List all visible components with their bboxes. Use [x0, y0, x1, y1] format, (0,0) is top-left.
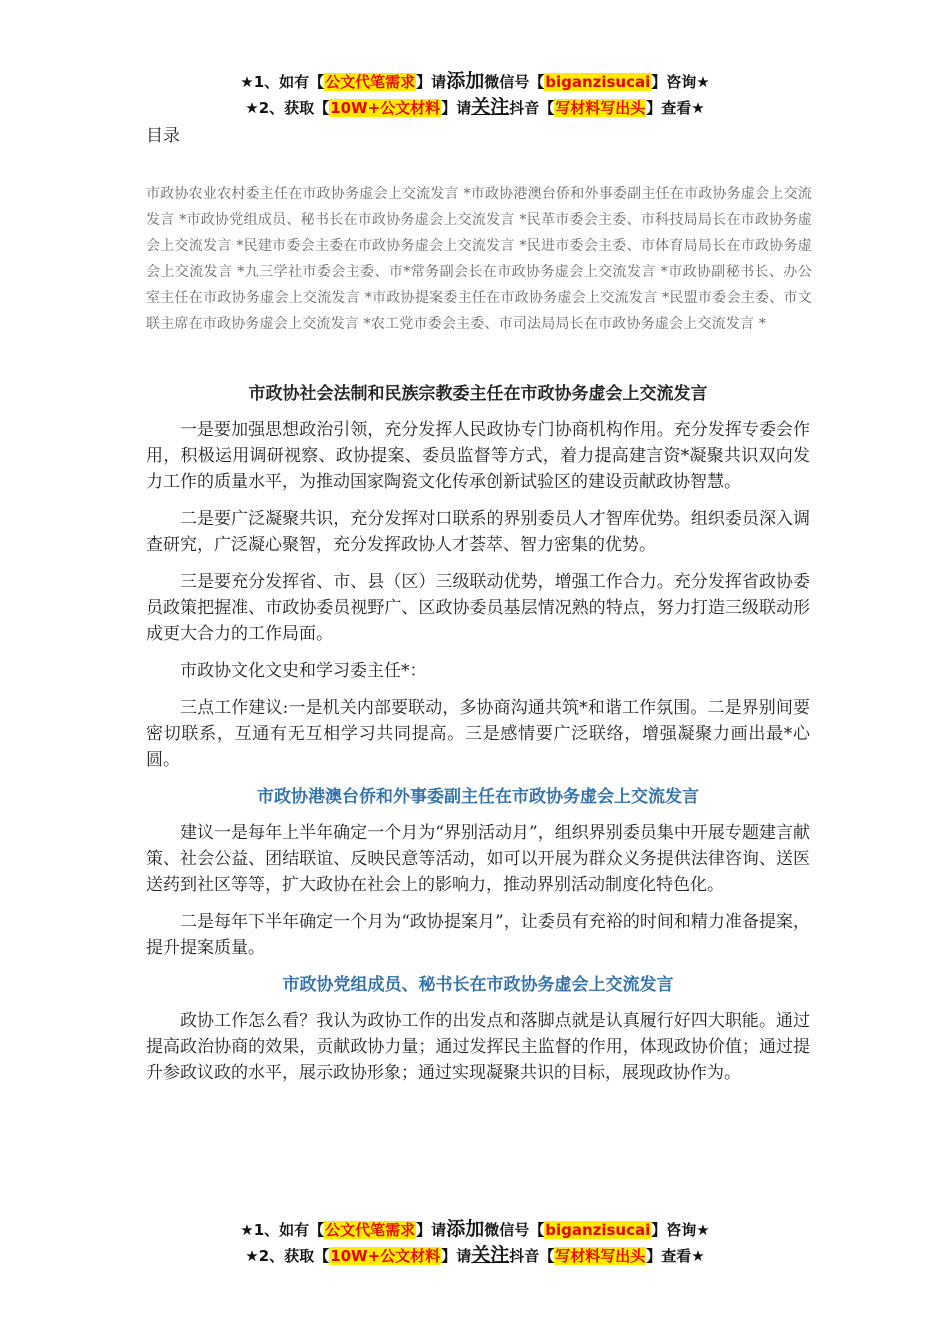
paragraph: 二是每年下半年确定一个月为“政协提案月”，让委员有充裕的时间和精力准备提案，提升提案质量。 [146, 912, 810, 958]
banner-line-2: ★2、获取【10W+公文材料】请关注抖音【写材料写出头】查看★ [245, 1244, 705, 1266]
section-heading: 市政协党组成员、秘书长在市政协务虚会上交流发言 [282, 975, 674, 995]
highlight-materials: 10W+公文材料 [330, 99, 441, 117]
highlight-wechat-id: biganzisucai [545, 1221, 651, 1239]
highlight-ghostwriting: 公文代笔需求 [325, 73, 416, 91]
section-heading: 市政协社会法制和民族宗教委主任在市政协务虚会上交流发言 [248, 384, 708, 404]
highlight-ghostwriting: 公文代笔需求 [325, 1221, 416, 1239]
highlight-materials: 10W+公文材料 [330, 1247, 441, 1265]
paragraph: 三是要充分发挥省、市、县（区）三级联动优势，增强工作合力。充分发挥省政协委员政策把握准、市政协委员视野广、区政协委员基层情况熟的特点，努力打造三级联动形成更大合力的工作局面。 [146, 572, 810, 644]
bottom-banner [0, 1216, 950, 1268]
section-heading: 市政协港澳台侨和外事委副主任在市政协务虚会上交流发言 [257, 787, 699, 807]
main-content [146, 381, 810, 1097]
toc-list: 市政协农业农村委主任在市政协务虚会上交流发言 *市政协港澳台侨和外事委副主任在市政协务虚会上交流发言 *市政协党组成员、秘书长在市政协务虚会上交流发言 *民革市委会主委、市科技局局长在市政协务虚会上交流发言 *民建市委会主委在市政协务虚会上交流发言 *民进市委会主委、市体育局局长在市政协务虚会上交流发言 *九三学社市委会主委、市*常务副会长在市政协务虚会上交流发言 *市政协副秘书长、办公室主任在市政协务虚会上交流发言 *市政协提案委主任在市政协务虚会上交流发言 *民盟市委会主委、市文联主席在市政协务虚会上交流发言 *农工党市委会主委、市司法局局长在市政协务虚会上交流发言 * [146, 186, 812, 332]
banner-line-2: ★2、获取【10W+公文材料】请关注抖音【写材料写出头】查看★ [245, 96, 705, 118]
top-banner [0, 68, 950, 120]
highlight-douyin: 写材料写出头 [555, 99, 646, 117]
banner-line-1: ★1、如有【公文代笔需求】请添加微信号【biganzisucai】咨询★ [240, 1218, 710, 1240]
paragraph: 政协工作怎么看？我认为政协工作的出发点和落脚点就是认真履行好四大职能。通过提高政治协商的效果，贡献政协力量；通过发挥民主监督的作用，体现政协价值；通过提升参政议政的水平，展示政协形象；通过实现凝聚共识的目标，展现政协作为。 [146, 1011, 810, 1083]
banner-line-1: ★1、如有【公文代笔需求】请添加微信号【biganzisucai】咨询★ [240, 70, 710, 92]
highlight-wechat-id: biganzisucai [545, 73, 651, 91]
paragraph: 建议一是每年上半年确定一个月为“界别活动月”，组织界别委员集中开展专题建言献策、社会公益、团结联谊、反映民意等活动，如可以开展为群众义务提供法律咨询、送医送药到社区等等，扩大政协在社会上的影响力，推动界别活动制度化特色化。 [146, 823, 810, 895]
paragraph: 市政协文化文史和学习委主任*： [180, 661, 427, 681]
highlight-douyin: 写材料写出头 [555, 1247, 646, 1265]
paragraph: 二是要广泛凝聚共识，充分发挥对口联系的界别委员人才智库优势。组织委员深入调查研究，广泛凝心聚智，充分发挥政协人才荟萃、智力密集的优势。 [146, 509, 810, 555]
paragraph: 一是要加强思想政治引领，充分发挥人民政协专门协商机构作用。充分发挥专委会作用，积极运用调研视察、政协提案、委员监督等方式，着力提高建言资*凝聚共识双向发力工作的质量水平，为推动国家陶瓷文化传承创新试验区的建设贡献政协智慧。 [146, 420, 810, 492]
toc-title: 目录 [146, 126, 180, 146]
paragraph: 三点工作建议:一是机关内部要联动，多协商沟通共筑*和谐工作氛围。二是界别间要密切联系，互通有无互相学习共同提高。三是感情要广泛联络，增强凝聚力画出最*心圆。 [146, 698, 810, 770]
